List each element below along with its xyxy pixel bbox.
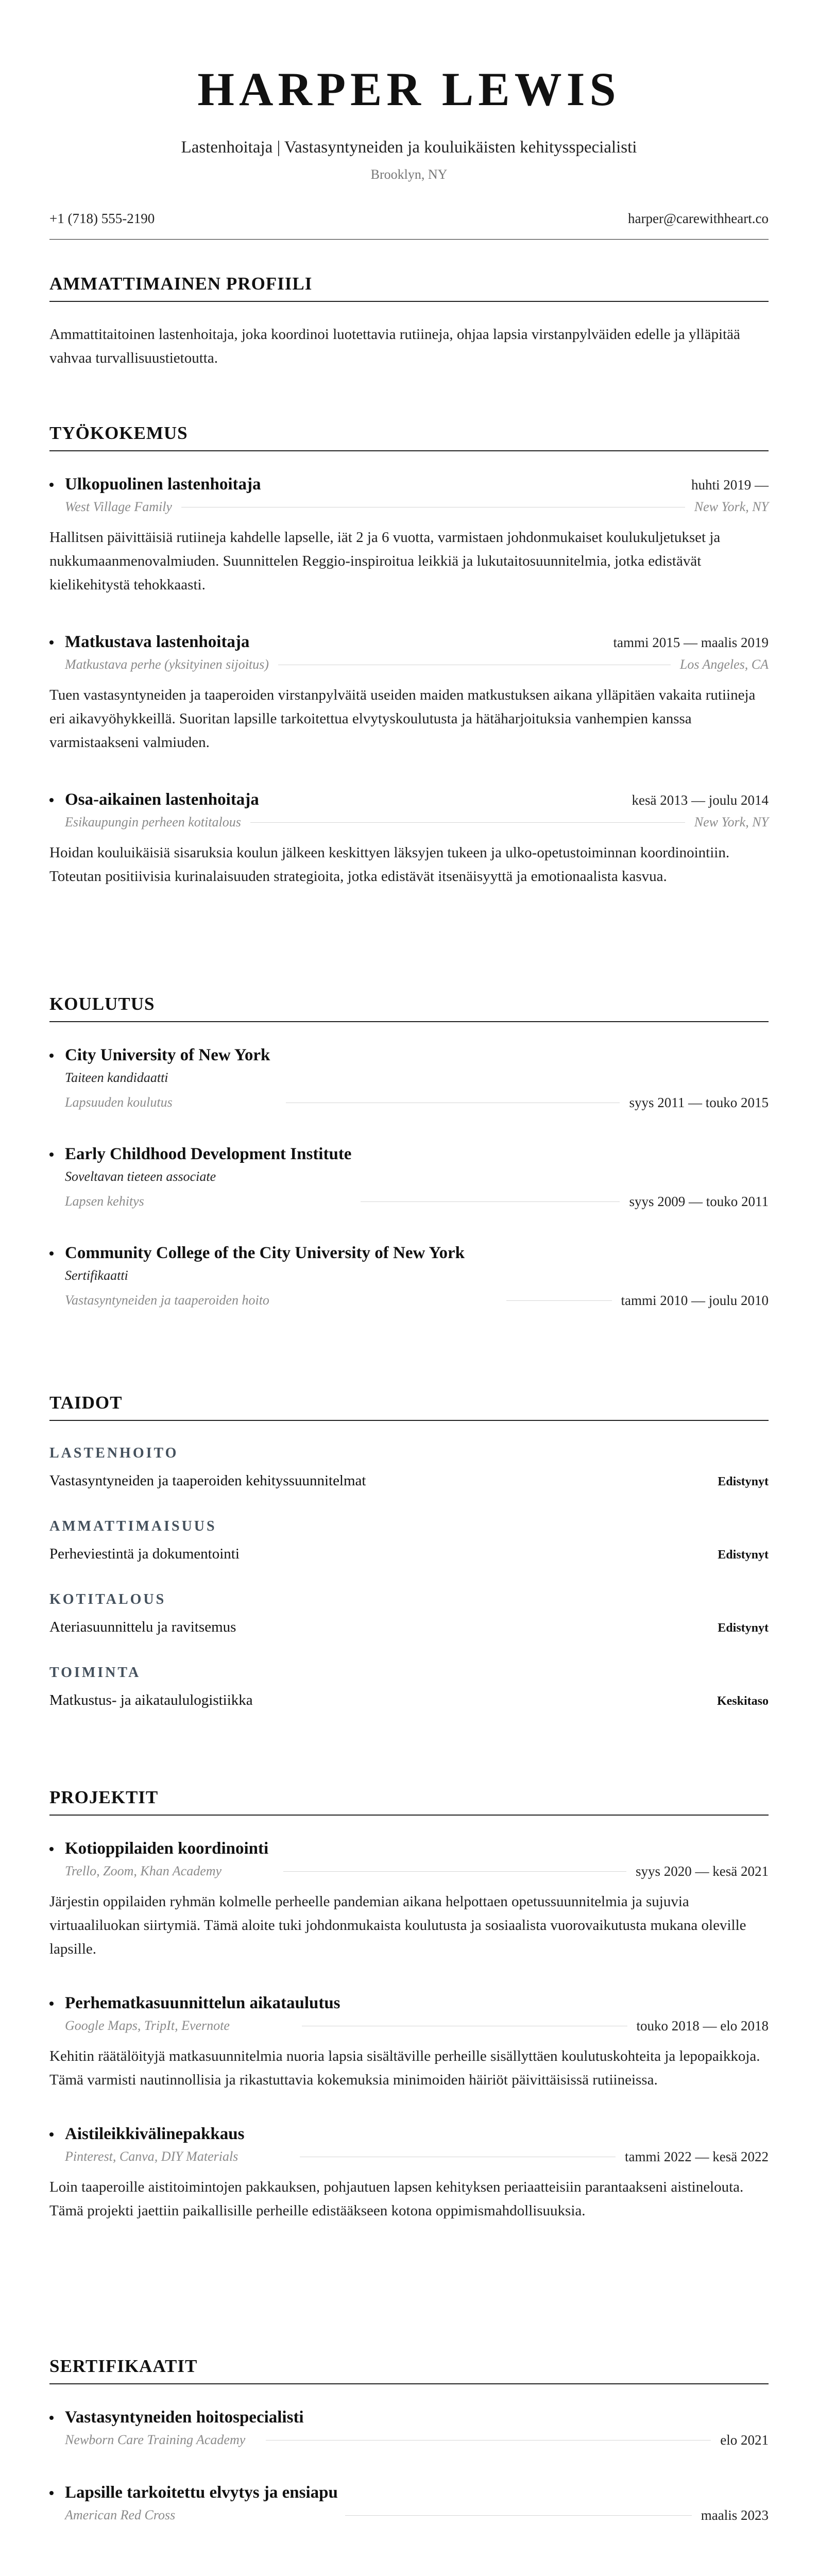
section-title-experience: TYÖKOKEMUS	[49, 421, 769, 451]
employer: Matkustava perhe (yksityinen sijoitus)	[65, 657, 269, 672]
skill-group	[49, 1444, 769, 1492]
certifications-section	[49, 2354, 769, 2524]
education-item	[49, 1044, 769, 1112]
skill-group	[49, 1663, 769, 1711]
certification-item	[49, 2406, 769, 2449]
school-name: Community College of the City University of New York	[49, 1242, 465, 1264]
job-title: Osa-aikainen lastenhoitaja	[49, 788, 259, 811]
degree: Soveltavan tieteen associate	[65, 1169, 216, 1184]
education-section	[49, 992, 769, 1310]
experience-item	[49, 473, 769, 597]
profile-text: Ammattitaitoinen lastenhoitaja, joka koordinoi luotettavia rutiineja, ohjaa lapsia virstanpylväiden edelle ja ylläpitää vahvaa turvallisuustietoutta.	[49, 326, 740, 366]
skills-section	[49, 1391, 769, 1711]
education-dates: tammi 2010 — joulu 2010	[621, 1293, 769, 1308]
project-item	[49, 1992, 769, 2092]
certification-issuer: American Red Cross	[65, 2507, 176, 2522]
project-name: Perhematkasuunnittelun aikataulutus	[49, 1992, 340, 2014]
employer: Esikaupungin perheen kotitalous	[65, 815, 241, 829]
divider-line	[345, 2515, 692, 2516]
skill-name: Matkustus- ja aikataululogistiikka	[49, 1692, 253, 1708]
job-description: Tuen vastasyntyneiden ja taaperoiden virstanpylväitä useiden maiden matkustuksen aikana ylläpitäen vakaita rutiineja eri aikavyöhykkeillä. Suoritan lapsille tarkoitettua elvytyskoulutusta ja hätäharjoituksia vanhempien kanssa varmistaakseni valmiuden.	[49, 687, 756, 751]
email-address: harper@carewithheart.co	[628, 211, 769, 226]
certification-date: elo 2021	[720, 2432, 769, 2448]
project-dates: touko 2018 — elo 2018	[636, 2018, 769, 2033]
job-title: Ulkopuolinen lastenhoitaja	[49, 473, 261, 496]
project-dates: syys 2020 — kesä 2021	[636, 1863, 769, 1879]
project-description: Järjestin oppilaiden ryhmän kolmelle perheelle pandemian aikana helpottaen opetussuunnitelmia ja sujuvia virtuaaliluokan siirtymiä. Tämä aloite tuki johdonmukaista koulutusta ja sosiaalista vuorovaikutusta mukana oleville lapsille.	[49, 1893, 746, 1957]
divider-line	[361, 1201, 620, 1202]
field-of-study: Lapsen kehitys	[65, 1194, 144, 1209]
skill-group	[49, 1517, 769, 1565]
job-location: Los Angeles, CA	[679, 657, 769, 672]
divider-line	[283, 1871, 626, 1872]
divider-line	[250, 822, 685, 823]
degree: Taiteen kandidaatti	[65, 1070, 168, 1085]
skill-level: Edistynyt	[718, 1621, 769, 1635]
section-title-skills: TAIDOT	[49, 1391, 769, 1421]
field-of-study: Lapsuuden koulutus	[65, 1095, 173, 1110]
skill-level: Edistynyt	[718, 1475, 769, 1488]
skill-name: Ateriasuunnittelu ja ravitsemus	[49, 1619, 236, 1635]
skill-category: TOIMINTA	[49, 1665, 141, 1681]
projects-section	[49, 1786, 769, 2223]
phone-number: +1 (718) 555-2190	[49, 211, 155, 226]
education-dates: syys 2009 — touko 2011	[629, 1194, 769, 1209]
project-item	[49, 1837, 769, 1961]
education-dates: syys 2011 — touko 2015	[629, 1095, 769, 1110]
location: Brooklyn, NY	[370, 167, 448, 182]
job-description: Hoidan kouluikäisiä sisaruksia koulun jälkeen keskittyen läksyjen tukeen ja ulko-opetustoiminnan koordinointiin. Toteutan positiivisia kurinalaisuuden strategioita, jotka edistävät itsenäisyyttä ja emotionaalista kasvua.	[49, 844, 730, 885]
tagline: Lastenhoitaja | Vastasyntyneiden ja kouluikäisten kehitysspecialisti	[181, 138, 637, 157]
job-dates: tammi 2015 — maalis 2019	[613, 635, 769, 650]
project-dates: tammi 2022 — kesä 2022	[625, 2149, 769, 2164]
section-title-projects: PROJEKTIT	[49, 1786, 769, 1816]
skill-category: LASTENHOITO	[49, 1445, 179, 1461]
certification-issuer: Newborn Care Training Academy	[65, 2432, 246, 2447]
skill-name: Perheviestintä ja dokumentointi	[49, 1546, 240, 1562]
education-item	[49, 1242, 769, 1310]
divider-line	[266, 2440, 711, 2441]
employer: West Village Family	[65, 499, 172, 514]
job-description: Hallitsen päivittäisiä rutiineja kahdelle lapselle, iät 2 ja 6 vuotta, varmistaen johdonmukaiset koulukuljetukset ja nukkumaanmenovalmiuden. Suunnittelen Reggio-inspiroitua leikkiä ja lukutaitosuunnitelmia, jotka edistävät kielikehitystä tehokkaasti.	[49, 529, 721, 593]
job-title: Matkustava lastenhoitaja	[49, 631, 249, 653]
project-tools: Trello, Zoom, Khan Academy	[65, 1863, 222, 1878]
education-item	[49, 1143, 769, 1211]
candidate-name: HARPER LEWIS	[197, 63, 621, 115]
certification-item	[49, 2481, 769, 2524]
job-dates: huhti 2019 —	[691, 477, 769, 493]
contact-row	[49, 209, 769, 228]
job-location: New York, NY	[694, 815, 769, 829]
certification-date: maalis 2023	[701, 2507, 769, 2523]
skill-level: Keskitaso	[717, 1694, 769, 1708]
header-divider	[49, 239, 769, 240]
section-title-certifications: SERTIFIKAATIT	[49, 2354, 769, 2384]
school-name: City University of New York	[49, 1044, 270, 1066]
section-title-education: KOULUTUS	[49, 992, 769, 1022]
divider-line	[506, 1300, 612, 1301]
profile-section	[49, 272, 769, 370]
experience-item	[49, 631, 769, 754]
skill-level: Edistynyt	[718, 1548, 769, 1562]
skill-group	[49, 1590, 769, 1638]
skill-name: Vastasyntyneiden ja taaperoiden kehityssuunnitelmat	[49, 1472, 366, 1489]
school-name: Early Childhood Development Institute	[49, 1143, 351, 1165]
job-location: New York, NY	[694, 499, 769, 514]
project-tools: Pinterest, Canva, DIY Materials	[65, 2149, 238, 2164]
experience-section	[49, 421, 769, 888]
experience-item	[49, 788, 769, 888]
field-of-study: Vastasyntyneiden ja taaperoiden hoito	[65, 1293, 269, 1308]
project-item	[49, 2123, 769, 2223]
skill-category: KOTITALOUS	[49, 1591, 166, 1607]
certification-name: Vastasyntyneiden hoitospecialisti	[49, 2406, 304, 2429]
project-description: Loin taaperoille aistitoimintojen pakkauksen, pohjautuen lapsen kehityksen periaatteisiin parantaakseni aistinelouta. Tämä projekti jaettiin paikallisille perheille edistääkseen kotona oppimismahdollisuuksia.	[49, 2179, 744, 2219]
project-description: Kehitin räätälöityjä matkasuunnitelmia nuoria lapsia sisältäville perheille sisällyttäen koulutuskohteita ja lepopaikkoja. Tämä varmisti nautinnollisia ja rikastuttavia kokemuksia minimoiden häiriöt päivittäisissä rutiineissa.	[49, 2048, 760, 2088]
certification-name: Lapsille tarkoitettu elvytys ja ensiapu	[49, 2481, 338, 2504]
section-title-profile: AMMATTIMAINEN PROFIILI	[49, 272, 769, 302]
job-dates: kesä 2013 — joulu 2014	[632, 792, 769, 808]
project-name: Kotioppilaiden koordinointi	[49, 1837, 268, 1860]
project-tools: Google Maps, TripIt, Evernote	[65, 2018, 230, 2033]
degree: Sertifikaatti	[65, 1268, 128, 1283]
project-name: Aistileikkivälinepakkaus	[49, 2123, 244, 2145]
skill-category: AMMATTIMAISUUS	[49, 1518, 217, 1534]
